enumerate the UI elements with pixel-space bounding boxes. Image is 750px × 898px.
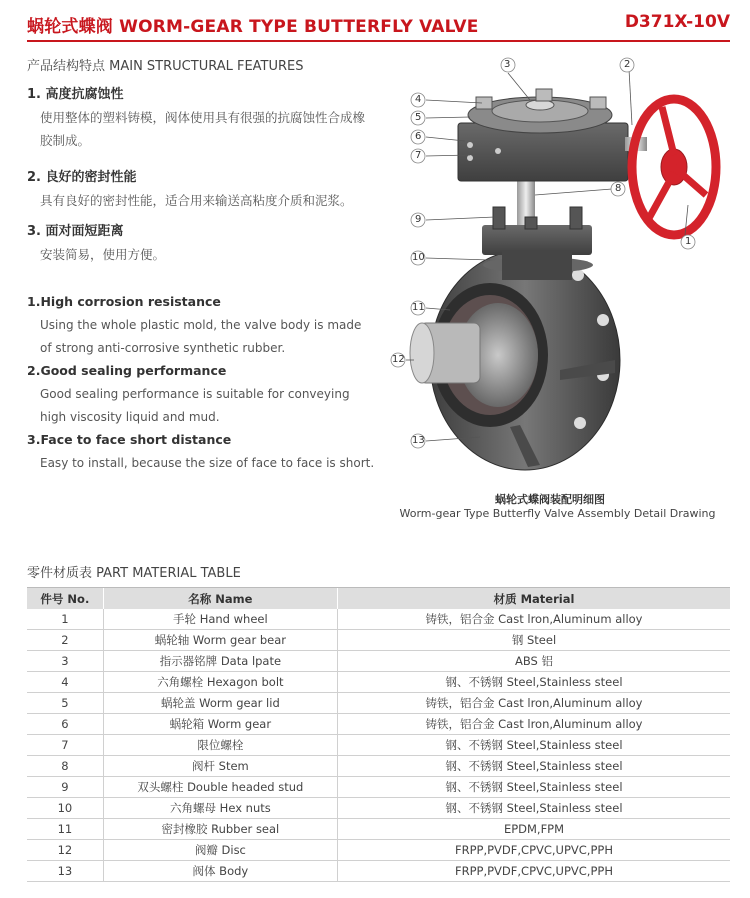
callout-11: 11 [412, 302, 425, 313]
cell-no: 2 [27, 630, 103, 651]
cell-name: 密封橡胶 Rubber seal [103, 819, 337, 840]
feature-cn-heading-3: 3. 面对面短距离 [27, 224, 124, 239]
cell-no: 10 [27, 798, 103, 819]
feature-en-text-3: Easy to install, because the size of face to face is short. [40, 456, 375, 470]
cell-no: 12 [27, 840, 103, 861]
model-number: D371X-10V [624, 12, 730, 32]
cell-material: 钢、不锈钢 Steel,Stainless steel [337, 777, 730, 798]
valve-assembly-drawing [390, 55, 730, 475]
callout-8: 8 [615, 183, 622, 194]
parts-material-table [27, 587, 730, 882]
cell-no: 5 [27, 693, 103, 714]
callout-6: 6 [415, 131, 422, 142]
cell-no: 4 [27, 672, 103, 693]
table-row [27, 630, 730, 651]
callout-1: 1 [685, 236, 692, 247]
cell-material: 钢、不锈钢 Steel,Stainless steel [337, 756, 730, 777]
callout-12: 12 [392, 354, 405, 365]
feature-cn-heading-1: 1. 高度抗腐蚀性 [27, 87, 124, 102]
cell-no: 7 [27, 735, 103, 756]
table-row [27, 756, 730, 777]
table-row [27, 651, 730, 672]
cell-no: 11 [27, 819, 103, 840]
cell-material: 铸铁，铝合金 Cast lron,Aluminum alloy [337, 693, 730, 714]
table-header-row [27, 588, 730, 610]
callout-4: 4 [415, 94, 422, 105]
col-header-no: 件号 No. [27, 588, 103, 610]
drawing-caption-cn: 蜗轮式蝶阀装配明细图 [495, 493, 605, 506]
cell-material: FRPP,PVDF,CPVC,UPVC,PPH [337, 840, 730, 861]
cell-material: ABS 铝 [337, 651, 730, 672]
cell-no: 8 [27, 756, 103, 777]
table-row [27, 735, 730, 756]
cell-name: 手轮 Hand wheel [103, 609, 337, 630]
cell-material: 钢、不锈钢 Steel,Stainless steel [337, 672, 730, 693]
cell-name: 蜗轮盖 Worm gear lid [103, 693, 337, 714]
callout-7: 7 [415, 150, 422, 161]
cell-name: 阀杆 Stem [103, 756, 337, 777]
cell-name: 指示器铭牌 Data lpate [103, 651, 337, 672]
feature-en-text-1: Using the whole plastic mold, the valve body is made of strong anti-corrosive synthetic rubber. [40, 318, 362, 355]
cell-no: 6 [27, 714, 103, 735]
feature-cn-text-3: 安装简易，使用方便。 [40, 247, 166, 262]
feature-cn-text-2: 具有良好的密封性能，适合用来输送高粘度介质和泥浆。 [40, 193, 353, 208]
table-row [27, 840, 730, 861]
cell-no: 9 [27, 777, 103, 798]
cell-material: 铸铁，铝合金 Cast lron,Aluminum alloy [337, 714, 730, 735]
table-row [27, 777, 730, 798]
features-section-title: 产品结构特点 MAIN STRUCTURAL FEATURES [27, 59, 304, 74]
feature-cn-text-1: 使用整体的塑料铸模，阀体使用具有很强的抗腐蚀性合成橡胶制成。 [40, 110, 366, 148]
table-row [27, 798, 730, 819]
cell-name: 蜗轮轴 Worm gear bear [103, 630, 337, 651]
cell-name: 蜗轮箱 Worm gear [103, 714, 337, 735]
cell-name: 双头螺柱 Double headed stud [103, 777, 337, 798]
drawing-caption-en: Worm-gear Type Butterfly Valve Assembly Detail Drawing [399, 507, 716, 520]
feature-en-text-2: Good sealing performance is suitable for conveying high viscosity liquid and mud. [40, 387, 350, 424]
callout-13: 13 [412, 435, 425, 446]
table-row [27, 861, 730, 882]
cell-no: 1 [27, 609, 103, 630]
table-section-title: 零件材质表 PART MATERIAL TABLE [27, 566, 241, 581]
feature-cn-heading-2: 2. 良好的密封性能 [27, 170, 137, 185]
table-row [27, 693, 730, 714]
cell-no: 3 [27, 651, 103, 672]
page-title: 蜗轮式蝶阀 WORM-GEAR TYPE BUTTERFLY VALVE [27, 17, 479, 37]
cell-name: 阀瓣 Disc [103, 840, 337, 861]
table-row [27, 819, 730, 840]
cell-material: EPDM,FPM [337, 819, 730, 840]
callout-9: 9 [415, 214, 422, 225]
cell-name: 限位螺栓 [103, 735, 337, 756]
cell-name: 阀体 Body [103, 861, 337, 882]
cell-no: 13 [27, 861, 103, 882]
header-divider [27, 40, 730, 42]
page-header [0, 0, 750, 42]
cell-material: FRPP,PVDF,CPVC,UPVC,PPH [337, 861, 730, 882]
table-row [27, 609, 730, 630]
callout-10: 10 [412, 252, 425, 263]
table-row [27, 714, 730, 735]
feature-en-heading-1: 1.High corrosion resistance [27, 294, 221, 309]
col-header-material: 材质 Material [337, 588, 730, 610]
callout-2: 2 [624, 59, 631, 70]
callout-3: 3 [504, 59, 511, 70]
cell-material: 钢、不锈钢 Steel,Stainless steel [337, 735, 730, 756]
cell-material: 铸铁，铝合金 Cast lron,Aluminum alloy [337, 609, 730, 630]
cell-material: 钢、不锈钢 Steel,Stainless steel [337, 798, 730, 819]
callout-5: 5 [415, 112, 422, 123]
feature-en-heading-3: 3.Face to face short distance [27, 432, 232, 447]
col-header-name: 名称 Name [103, 588, 337, 610]
cell-material: 钢 Steel [337, 630, 730, 651]
cell-name: 六角螺母 Hex nuts [103, 798, 337, 819]
cell-name: 六角螺栓 Hexagon bolt [103, 672, 337, 693]
feature-en-heading-2: 2.Good sealing performance [27, 363, 227, 378]
table-row [27, 672, 730, 693]
